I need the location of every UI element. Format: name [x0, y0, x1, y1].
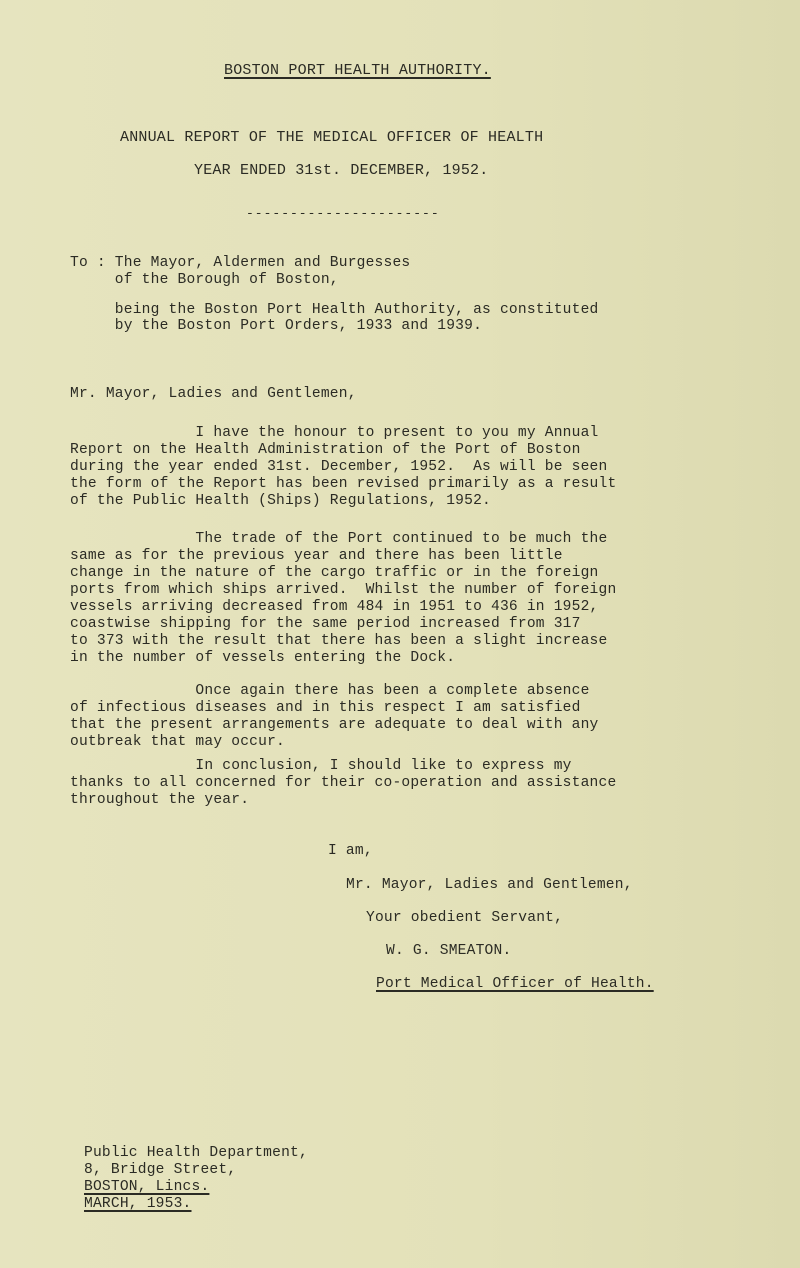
closing-addressee: Mr. Mayor, Ladies and Gentlemen,: [346, 877, 633, 893]
address-line-4: by the Boston Port Orders, 1933 and 1939.: [70, 318, 483, 334]
paragraph-line: same as for the previous year and there has been little: [70, 548, 563, 564]
paragraph-line: I have the honour to present to you my Annual: [70, 425, 599, 441]
signatory-role: Port Medical Officer of Health.: [376, 976, 654, 992]
paragraph-line: the form of the Report has been revised primarily as a result: [70, 476, 617, 492]
paragraph-line: Once again there has been a complete absence: [70, 683, 590, 699]
paragraph-line: Report on the Health Administration of the Port of Boston: [70, 442, 581, 458]
paragraph-line: vessels arriving decreased from 484 in 1951 to 436 in 1952,: [70, 599, 599, 615]
address-line-2: of the Borough of Boston,: [70, 272, 339, 288]
salutation: Mr. Mayor, Ladies and Gentlemen,: [70, 386, 357, 402]
authority-heading: BOSTON PORT HEALTH AUTHORITY.: [224, 62, 491, 79]
paragraph-line: ports from which ships arrived. Whilst the number of foreign: [70, 582, 617, 598]
paragraph-line: in the number of vessels entering the Dock.: [70, 650, 456, 666]
paragraph-line: of the Public Health (Ships) Regulations, 1952.: [70, 493, 492, 509]
signatory-name: W. G. SMEATON.: [386, 943, 512, 959]
paragraph-line: that the present arrangements are adequate to deal with any: [70, 717, 599, 733]
report-title: ANNUAL REPORT OF THE MEDICAL OFFICER OF HEALTH: [120, 129, 544, 146]
closing-i-am: I am,: [328, 843, 373, 859]
report-period: YEAR ENDED 31st. DECEMBER, 1952.: [194, 162, 489, 179]
footer-department: Public Health Department,: [84, 1145, 308, 1161]
paragraph-line: thanks to all concerned for their co-operation and assistance: [70, 775, 617, 791]
footer-date: MARCH, 1953.: [84, 1196, 192, 1212]
address-line-1: To : The Mayor, Aldermen and Burgesses: [70, 255, 411, 271]
paragraph-line: throughout the year.: [70, 792, 250, 808]
paragraph-line: change in the nature of the cargo traffic or in the foreign: [70, 565, 599, 581]
paragraph-line: coastwise shipping for the same period increased from 317: [70, 616, 581, 632]
paragraph-line: In conclusion, I should like to express my: [70, 758, 572, 774]
paragraph-line: during the year ended 31st. December, 1952. As will be seen: [70, 459, 608, 475]
paragraph-line: of infectious diseases and in this respect I am satisfied: [70, 700, 581, 716]
paragraph-line: to 373 with the result that there has been a slight increase: [70, 633, 608, 649]
footer-street: 8, Bridge Street,: [84, 1162, 237, 1178]
paragraph-line: outbreak that may occur.: [70, 734, 285, 750]
footer-town: BOSTON, Lincs.: [84, 1179, 210, 1195]
closing-servant: Your obedient Servant,: [366, 910, 564, 926]
paragraph-line: The trade of the Port continued to be much the: [70, 531, 608, 547]
divider: ----------------------: [246, 206, 440, 221]
address-line-3: being the Boston Port Health Authority, as constituted: [70, 302, 599, 318]
